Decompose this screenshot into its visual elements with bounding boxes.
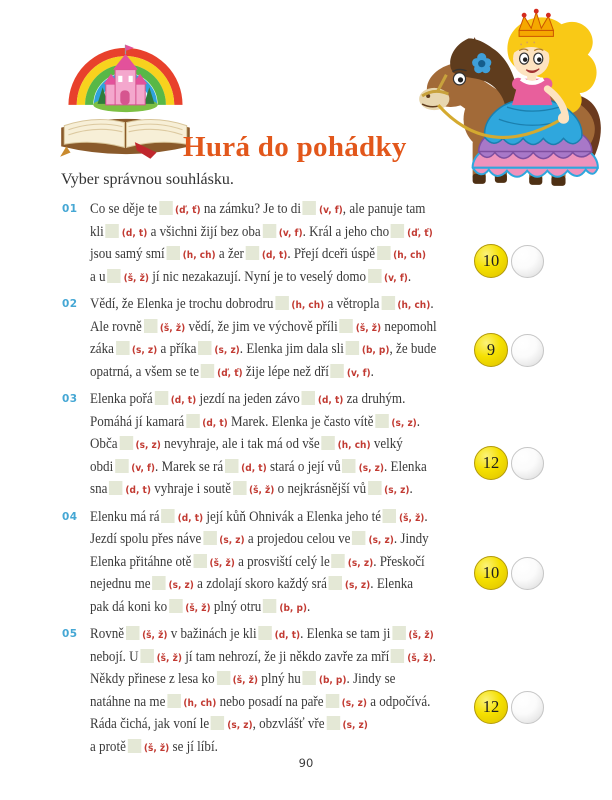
- exercise-text: [90, 624, 492, 759]
- hint-letters: (s, z): [342, 720, 368, 731]
- text-line: [90, 507, 452, 530]
- hint-letters: (s, z): [135, 440, 161, 451]
- answer-box[interactable]: [154, 391, 168, 405]
- answer-box[interactable]: [167, 694, 181, 708]
- text-segment: , ale panuje tam: [342, 201, 426, 217]
- answer-box[interactable]: [144, 319, 157, 333]
- hint-letters: (š, ž): [407, 652, 433, 664]
- hint-letters: (d, t): [177, 512, 204, 524]
- answer-box[interactable]: [352, 531, 366, 545]
- answer-box[interactable]: [201, 364, 215, 378]
- text-segment: a projedou celou ve: [244, 531, 351, 547]
- answer-box[interactable]: [302, 391, 316, 405]
- hint-letters: (š, ž): [156, 652, 182, 664]
- hint-letters: (s, z): [214, 345, 240, 356]
- text-segment: a příka: [157, 341, 197, 357]
- text-segment: .: [424, 508, 428, 525]
- text-segment: žije lépe než dří: [242, 363, 329, 380]
- text-segment: .: [430, 296, 434, 312]
- answer-box[interactable]: [140, 649, 154, 663]
- page-number: 90: [298, 756, 314, 770]
- text-line: [90, 222, 452, 245]
- text-segment: .: [416, 413, 421, 430]
- answer-box[interactable]: [340, 319, 354, 333]
- text-segment: vědí, že jim ve výchově příli: [185, 318, 338, 335]
- hint-letters: (b, p): [318, 675, 347, 686]
- text-line: [90, 479, 452, 502]
- text-segment: Rovně: [90, 626, 125, 642]
- exercise-text: [90, 199, 492, 289]
- answer-box[interactable]: [233, 481, 247, 495]
- answer-box[interactable]: [198, 341, 212, 355]
- text-segment: její kůň Ohnivák a Elenka jeho té: [203, 508, 382, 525]
- text-segment: natáhne na me: [90, 693, 166, 710]
- hint-letters: (d, t): [241, 462, 267, 474]
- text-segment: jsou samý smí: [90, 246, 165, 262]
- score-badge: 12: [474, 446, 508, 480]
- hint-letters: (d, t): [202, 417, 228, 429]
- exercise-text: [90, 507, 492, 620]
- score-badge: 10: [474, 244, 508, 278]
- text-line: [90, 552, 452, 575]
- hint-letters: (v, f): [131, 462, 156, 474]
- answer-box[interactable]: [211, 716, 224, 730]
- text-line: [90, 574, 452, 597]
- hint-letters: (s, z): [227, 720, 253, 731]
- answer-box[interactable]: [107, 269, 121, 283]
- answer-box[interactable]: [126, 626, 140, 640]
- hint-letters: (s, z): [131, 345, 158, 356]
- hint-letters: (š, ž): [209, 557, 235, 569]
- answer-box[interactable]: [368, 481, 382, 495]
- hint-letters: (s, z): [341, 697, 367, 709]
- text-segment: . Marek se rá: [155, 458, 224, 475]
- hint-letters: (b, p): [361, 345, 390, 356]
- answer-box[interactable]: [216, 671, 230, 685]
- score-entry-circle[interactable]: [511, 691, 544, 724]
- text-segment: a u: [90, 268, 106, 285]
- page-title: Hurá do pohádky: [183, 131, 407, 164]
- answer-box[interactable]: [246, 246, 260, 260]
- text-segment: .: [407, 268, 412, 285]
- text-segment: opatrná, a všem se te: [90, 363, 200, 380]
- text-segment: jí tam nehrozí, že ji někdo zavře za mří: [181, 648, 390, 665]
- text-segment: sna: [90, 481, 108, 497]
- hint-letters: (s, z): [368, 535, 394, 546]
- answer-box[interactable]: [263, 599, 277, 613]
- text-line: [90, 294, 452, 317]
- hint-letters: (s, z): [344, 580, 371, 591]
- answer-box[interactable]: [342, 459, 356, 473]
- text-segment: a protě: [90, 738, 126, 755]
- text-segment: nebojí. U: [90, 648, 139, 665]
- answer-box[interactable]: [391, 649, 405, 663]
- text-segment: nejednu me: [90, 576, 151, 592]
- text-segment: , obzvlášť vře: [252, 716, 325, 732]
- text-segment: a žer: [215, 246, 244, 262]
- hint-letters: (d, t): [121, 227, 148, 239]
- hint-letters: (h, ch): [183, 697, 217, 709]
- exercise-number: 01: [62, 203, 78, 215]
- text-segment: na zámku? Je to di: [200, 201, 301, 217]
- answer-box[interactable]: [161, 509, 175, 523]
- text-segment: a všichni žijí bez oba: [147, 223, 261, 240]
- text-segment: nebo posadí na paře: [216, 693, 324, 710]
- text-line: [90, 714, 452, 737]
- text-segment: .: [432, 648, 436, 665]
- answer-box[interactable]: [106, 224, 120, 238]
- text-segment: jezdí na jeden závo: [196, 391, 300, 407]
- text-segment: Vědí, že Elenka je trochu dobrodru: [90, 296, 274, 312]
- text-segment: Elenka pořá: [90, 391, 153, 407]
- text-line: [90, 692, 452, 715]
- text-segment: . Elenka: [370, 576, 414, 592]
- exercise-text: [90, 389, 492, 502]
- text-segment: nevyhraje, ale i tak má od vše: [160, 436, 320, 452]
- hint-letters: (v, f): [384, 272, 408, 284]
- text-segment: v bažinách je kli: [167, 626, 257, 642]
- score-badge: 12: [474, 690, 508, 724]
- score-entry-circle[interactable]: [511, 447, 544, 480]
- hint-letters: (h, ch): [337, 440, 371, 451]
- answer-box[interactable]: [166, 246, 180, 260]
- text-segment: Ale rovně: [90, 318, 142, 335]
- text-line: [90, 647, 452, 670]
- text-segment: , že bude: [389, 341, 437, 357]
- hint-letters: (ď, ť): [175, 205, 201, 216]
- answer-box[interactable]: [275, 296, 289, 310]
- text-line: [90, 362, 452, 385]
- exercise-03: [62, 389, 492, 502]
- hint-letters: (š, ž): [399, 512, 425, 524]
- hint-letters: (v, f): [346, 367, 371, 379]
- hint-letters: (v, f): [318, 205, 343, 216]
- score-entry-circle[interactable]: [511, 245, 544, 278]
- text-segment: záka: [90, 341, 114, 357]
- text-segment: Někdy přinese z lesa ko: [90, 671, 215, 687]
- hint-letters: (h, ch): [397, 300, 431, 311]
- text-segment: Marek. Elenka je často vítě: [227, 413, 374, 430]
- text-line: [90, 434, 452, 457]
- text-segment: a prosviští celý le: [234, 553, 330, 570]
- answer-box[interactable]: [326, 716, 340, 730]
- hint-letters: (h, ch): [393, 250, 427, 261]
- exercise-04: [62, 507, 492, 620]
- exercise-05: [62, 624, 492, 759]
- text-segment: . Přeskočí: [373, 553, 425, 570]
- text-segment: stará o její vů: [266, 458, 341, 475]
- answer-box[interactable]: [303, 201, 317, 215]
- hint-letters: (š, ž): [159, 322, 186, 334]
- score-badge: 10: [474, 556, 508, 590]
- answer-box[interactable]: [128, 739, 142, 753]
- text-segment: za druhým.: [343, 391, 406, 407]
- text-segment: . Elenka jim dala sli: [239, 341, 344, 357]
- text-segment: obdi: [90, 458, 114, 475]
- text-line: [90, 317, 452, 340]
- exercise-number: 05: [62, 628, 78, 640]
- answer-box[interactable]: [329, 576, 343, 590]
- text-line: [90, 244, 452, 267]
- answer-box[interactable]: [263, 224, 277, 238]
- hint-letters: (d, t): [261, 250, 288, 261]
- answer-box[interactable]: [159, 201, 173, 215]
- text-segment: . Král a jeho cho: [302, 223, 390, 240]
- answer-box[interactable]: [303, 671, 317, 685]
- hint-letters: (h, ch): [182, 250, 216, 261]
- score-badge: 9: [474, 333, 508, 367]
- answer-box[interactable]: [332, 554, 346, 568]
- text-line: [90, 669, 452, 692]
- text-segment: o nejkrásnější vů: [274, 481, 367, 497]
- score-entry-circle[interactable]: [511, 334, 544, 367]
- text-segment: Jezdí spolu přes náve: [90, 531, 202, 547]
- hint-letters: (š, ž): [185, 602, 211, 614]
- answer-box[interactable]: [116, 341, 130, 355]
- hint-letters: (ď, ť): [217, 367, 243, 379]
- princess-riding-pony-illustration: [410, 2, 612, 194]
- answer-box[interactable]: [203, 531, 217, 545]
- answer-box[interactable]: [375, 414, 389, 428]
- text-segment: .: [370, 363, 374, 380]
- answer-box[interactable]: [193, 554, 207, 568]
- answer-box[interactable]: [368, 269, 382, 283]
- answer-box[interactable]: [169, 599, 183, 613]
- text-segment: velký: [370, 436, 403, 452]
- text-segment: . Jindy se: [346, 671, 396, 687]
- text-line: [90, 624, 452, 647]
- text-segment: Pomáhá jí kamará: [90, 413, 185, 430]
- hint-letters: (d, t): [125, 485, 151, 496]
- text-segment: . Elenka: [384, 458, 427, 475]
- hint-letters: (v, f): [278, 227, 303, 239]
- answer-box[interactable]: [115, 459, 129, 473]
- hint-letters: (d, t): [317, 395, 344, 406]
- hint-letters: (š, ž): [408, 630, 434, 641]
- answer-box[interactable]: [331, 364, 345, 378]
- hint-letters: (d, t): [274, 630, 301, 641]
- hint-letters: (s, z): [347, 557, 374, 569]
- text-segment: Elenku má rá: [90, 508, 160, 525]
- text-segment: .: [307, 598, 311, 615]
- hint-letters: (s, z): [384, 485, 410, 496]
- text-segment: Ráda čichá, jak voní le: [90, 716, 210, 732]
- text-line: [90, 389, 452, 412]
- answer-box[interactable]: [381, 296, 395, 310]
- exercise-number: 04: [62, 510, 78, 523]
- answer-box[interactable]: [391, 224, 405, 238]
- hint-letters: (š, ž): [355, 322, 382, 334]
- text-segment: se jí líbí.: [169, 738, 218, 755]
- hint-letters: (s, z): [391, 417, 417, 429]
- text-segment: a zdolají skoro každý srá: [193, 576, 327, 592]
- text-segment: .: [409, 481, 413, 497]
- score-entry-circle[interactable]: [511, 557, 544, 590]
- answer-box[interactable]: [186, 414, 200, 428]
- text-line: [90, 597, 452, 620]
- answer-box[interactable]: [325, 694, 339, 708]
- text-line: [90, 412, 452, 435]
- hint-letters: (š, ž): [143, 742, 170, 754]
- text-segment: . Elenka se tam ji: [300, 626, 391, 642]
- hint-letters: (d, t): [170, 395, 197, 406]
- hint-letters: (š, ž): [123, 272, 149, 284]
- exercise-text: [90, 294, 492, 384]
- hint-letters: (b, p): [279, 602, 308, 614]
- hint-letters: (s, z): [358, 462, 385, 474]
- hint-letters: (h, ch): [291, 300, 325, 311]
- text-segment: . Přejí dceři úspě: [287, 246, 376, 262]
- answer-box[interactable]: [346, 341, 360, 355]
- text-segment: . Jindy: [393, 531, 429, 547]
- hint-letters: (s, z): [168, 580, 194, 591]
- answer-box[interactable]: [225, 459, 239, 473]
- exercise-01: [62, 199, 492, 289]
- hint-letters: (š, ž): [232, 675, 259, 686]
- answer-box[interactable]: [392, 626, 406, 640]
- instruction-text: Vyber správnou souhlásku.: [61, 171, 234, 188]
- text-segment: a odpočívá.: [366, 693, 431, 710]
- exercises: [62, 199, 492, 764]
- hint-letters: (š, ž): [142, 630, 168, 641]
- exercise-number: 03: [62, 393, 78, 405]
- text-segment: nepomohl: [381, 318, 437, 335]
- text-segment: jí nic nezakazují. Nyní je to veselý domo: [148, 268, 367, 285]
- answer-box[interactable]: [109, 481, 123, 495]
- text-segment: a větropla: [324, 296, 380, 312]
- exercise-number: 02: [62, 298, 78, 310]
- text-segment: plný otru: [210, 598, 262, 615]
- hint-letters: (š, ž): [249, 485, 275, 496]
- text-segment: kli: [90, 223, 104, 240]
- answer-box[interactable]: [119, 436, 133, 450]
- text-segment: Obča: [90, 436, 118, 452]
- open-book-rainbow-castle-illustration: [56, 30, 196, 160]
- text-segment: pak dá koni ko: [90, 598, 168, 615]
- hint-letters: (ď, ť): [407, 227, 433, 239]
- text-line: [90, 267, 452, 290]
- text-line: [90, 199, 452, 222]
- answer-box[interactable]: [383, 509, 397, 523]
- text-segment: Co se děje te: [90, 201, 158, 217]
- text-line: [90, 457, 452, 480]
- hint-letters: (s, z): [219, 535, 245, 546]
- answer-box[interactable]: [258, 626, 272, 640]
- text-segment: vyhraje i soutě: [150, 481, 232, 497]
- text-segment: plný hu: [258, 671, 301, 687]
- text-line: [90, 339, 452, 362]
- text-segment: Elenka přitáhne otě: [90, 553, 192, 570]
- answer-box[interactable]: [377, 246, 391, 260]
- text-line: [90, 529, 452, 552]
- exercise-02: [62, 294, 492, 384]
- answer-box[interactable]: [152, 576, 166, 590]
- answer-box[interactable]: [321, 436, 335, 450]
